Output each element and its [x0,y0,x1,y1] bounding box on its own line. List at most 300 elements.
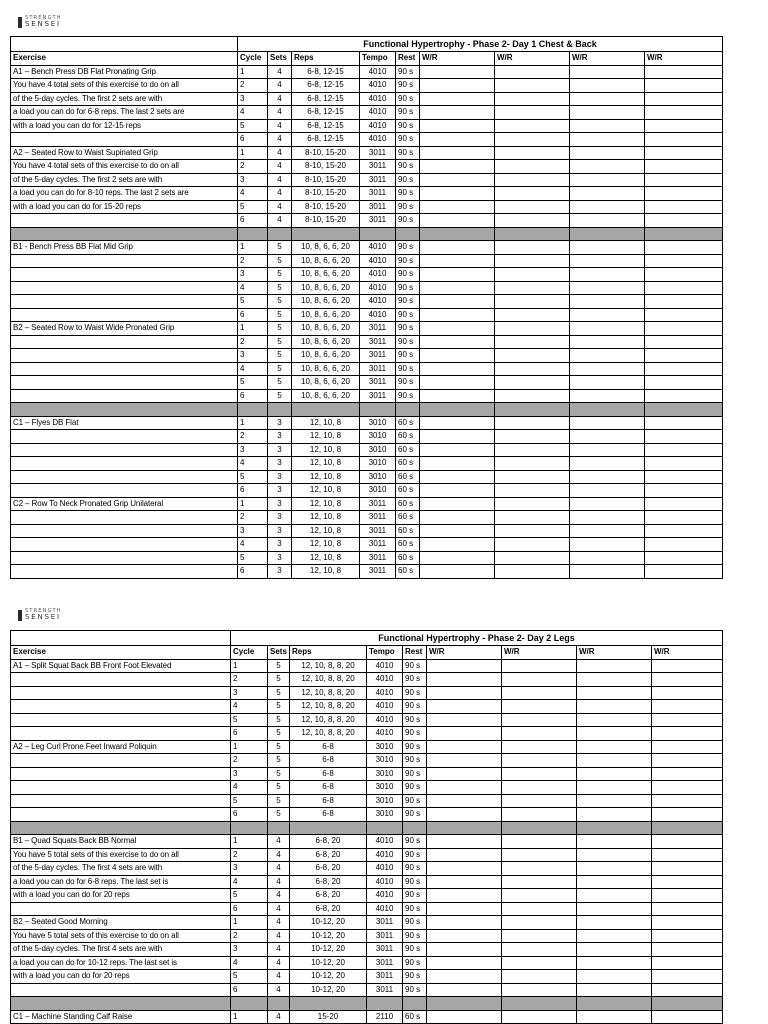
weight-reps-entry-cell[interactable] [570,160,645,174]
weight-reps-entry-cell[interactable] [577,754,652,768]
weight-reps-entry-cell[interactable] [577,781,652,795]
weight-reps-entry-cell[interactable] [495,79,570,93]
weight-reps-entry-cell[interactable] [495,119,570,133]
weight-reps-entry-cell[interactable] [570,457,645,471]
weight-reps-entry-cell[interactable] [495,349,570,363]
weight-reps-entry-cell[interactable] [420,92,495,106]
tempo-cell: 3011 [360,538,396,552]
weight-reps-entry-cell[interactable] [652,808,723,822]
weight-reps-entry-cell[interactable] [427,983,502,997]
weight-reps-entry-cell[interactable] [502,808,577,822]
weight-reps-entry-cell[interactable] [495,362,570,376]
weight-reps-entry-cell[interactable] [495,214,570,228]
weight-reps-entry-cell[interactable] [495,335,570,349]
weight-reps-entry-cell[interactable] [652,673,723,687]
divider-cell [403,997,427,1011]
weight-reps-entry-cell[interactable] [420,443,495,457]
weight-reps-entry-cell[interactable] [570,538,645,552]
sets-cell: 4 [268,983,290,997]
weight-reps-entry-cell[interactable] [420,335,495,349]
weight-reps-entry-cell[interactable] [577,727,652,741]
weight-reps-entry-cell[interactable] [420,187,495,201]
weight-reps-entry-cell[interactable] [652,970,723,984]
weight-reps-entry-cell[interactable] [577,659,652,673]
weight-reps-entry-cell[interactable] [420,119,495,133]
rest-cell: 90 s [396,173,420,187]
weight-reps-entry-cell[interactable] [420,106,495,120]
weight-reps-entry-cell[interactable] [502,754,577,768]
weight-reps-entry-cell[interactable] [420,524,495,538]
weight-reps-entry-cell[interactable] [427,970,502,984]
weight-reps-entry-cell[interactable] [645,187,723,201]
rest-cell: 90 s [396,362,420,376]
weight-reps-entry-cell[interactable] [570,497,645,511]
weight-reps-entry-cell[interactable] [645,322,723,336]
weight-reps-entry-cell[interactable] [570,214,645,228]
weight-reps-entry-cell[interactable] [570,268,645,282]
weight-reps-entry-cell[interactable] [570,281,645,295]
weight-reps-entry-cell[interactable] [652,686,723,700]
tempo-cell: 4010 [360,281,396,295]
weight-reps-entry-cell[interactable] [570,133,645,147]
weight-reps-entry-cell[interactable] [652,727,723,741]
weight-reps-entry-cell[interactable] [427,700,502,714]
weight-reps-entry-cell[interactable] [495,484,570,498]
weight-reps-entry-cell[interactable] [570,200,645,214]
exercise-cell: a load you can do for 6-8 reps. The last 2 sets are [11,106,238,120]
table-row [11,848,723,862]
weight-reps-entry-cell[interactable] [427,673,502,687]
weight-reps-entry-cell[interactable] [645,160,723,174]
weight-reps-entry-cell[interactable] [645,551,723,565]
weight-reps-entry-cell[interactable] [495,376,570,390]
weight-reps-entry-cell[interactable] [420,79,495,93]
column-header-wr: W/R [502,646,577,660]
weight-reps-entry-cell[interactable] [570,389,645,403]
weight-reps-entry-cell[interactable] [645,106,723,120]
weight-reps-entry-cell[interactable] [495,565,570,579]
weight-reps-entry-cell[interactable] [495,511,570,525]
weight-reps-entry-cell[interactable] [420,308,495,322]
weight-reps-entry-cell[interactable] [495,308,570,322]
weight-reps-entry-cell[interactable] [495,497,570,511]
weight-reps-entry-cell[interactable] [420,146,495,160]
weight-reps-entry-cell[interactable] [570,79,645,93]
weight-reps-entry-cell[interactable] [502,916,577,930]
weight-reps-entry-cell[interactable] [652,862,723,876]
weight-reps-entry-cell[interactable] [645,335,723,349]
weight-reps-entry-cell[interactable] [577,686,652,700]
weight-reps-entry-cell[interactable] [502,686,577,700]
weight-reps-entry-cell[interactable] [502,781,577,795]
weight-reps-entry-cell[interactable] [420,65,495,79]
weight-reps-entry-cell[interactable] [420,173,495,187]
weight-reps-entry-cell[interactable] [420,349,495,363]
weight-reps-entry-cell[interactable] [645,214,723,228]
weight-reps-entry-cell[interactable] [577,983,652,997]
weight-reps-entry-cell[interactable] [495,443,570,457]
weight-reps-entry-cell[interactable] [427,713,502,727]
weight-reps-entry-cell[interactable] [652,659,723,673]
reps-cell: 10-12, 20 [290,929,367,943]
weight-reps-entry-cell[interactable] [577,767,652,781]
weight-reps-entry-cell[interactable] [495,524,570,538]
weight-reps-entry-cell[interactable] [570,484,645,498]
weight-reps-entry-cell[interactable] [502,740,577,754]
reps-cell: 6-8 [290,808,367,822]
weight-reps-entry-cell[interactable] [502,659,577,673]
weight-reps-entry-cell[interactable] [502,848,577,862]
weight-reps-entry-cell[interactable] [502,727,577,741]
weight-reps-entry-cell[interactable] [570,416,645,430]
weight-reps-entry-cell[interactable] [570,335,645,349]
exercise-cell: with a load you can do for 15-20 reps [11,200,238,214]
divider-cell [360,403,396,417]
weight-reps-entry-cell[interactable] [570,430,645,444]
exercise-cell [11,808,231,822]
weight-reps-entry-cell[interactable] [570,362,645,376]
weight-reps-entry-cell[interactable] [652,740,723,754]
weight-reps-entry-cell[interactable] [495,551,570,565]
weight-reps-entry-cell[interactable] [495,268,570,282]
reps-cell: 15-20 [290,1010,367,1024]
weight-reps-entry-cell[interactable] [570,376,645,390]
weight-reps-entry-cell[interactable] [427,727,502,741]
weight-reps-entry-cell[interactable] [495,133,570,147]
weight-reps-entry-cell[interactable] [420,362,495,376]
weight-reps-entry-cell[interactable] [570,106,645,120]
weight-reps-entry-cell[interactable] [652,1010,723,1024]
weight-reps-entry-cell[interactable] [420,416,495,430]
weight-reps-entry-cell[interactable] [577,970,652,984]
tempo-cell: 3011 [367,916,403,930]
weight-reps-entry-cell[interactable] [502,713,577,727]
weight-reps-entry-cell[interactable] [645,538,723,552]
weight-reps-entry-cell[interactable] [645,79,723,93]
tempo-cell: 4010 [367,902,403,916]
weight-reps-entry-cell[interactable] [495,430,570,444]
sets-cell: 4 [268,92,292,106]
weight-reps-entry-cell[interactable] [495,295,570,309]
weight-reps-entry-cell[interactable] [420,254,495,268]
weight-reps-entry-cell[interactable] [645,484,723,498]
weight-reps-entry-cell[interactable] [577,808,652,822]
weight-reps-entry-cell[interactable] [570,295,645,309]
weight-reps-entry-cell[interactable] [495,92,570,106]
weight-reps-entry-cell[interactable] [570,511,645,525]
weight-reps-entry-cell[interactable] [570,254,645,268]
table-row [11,200,723,214]
weight-reps-entry-cell[interactable] [495,416,570,430]
weight-reps-entry-cell[interactable] [502,835,577,849]
weight-reps-entry-cell[interactable] [427,875,502,889]
weight-reps-entry-cell[interactable] [427,740,502,754]
weight-reps-entry-cell[interactable] [652,956,723,970]
table-row [11,119,723,133]
table-row [11,133,723,147]
weight-reps-entry-cell[interactable] [427,943,502,957]
weight-reps-entry-cell[interactable] [495,160,570,174]
weight-reps-entry-cell[interactable] [495,457,570,471]
weight-reps-entry-cell[interactable] [420,281,495,295]
exercise-cell: with a load you can do for 20 reps [11,889,231,903]
weight-reps-entry-cell[interactable] [652,781,723,795]
table-row [11,524,723,538]
weight-reps-entry-cell[interactable] [645,524,723,538]
weight-reps-entry-cell[interactable] [652,929,723,943]
weight-reps-entry-cell[interactable] [420,241,495,255]
weight-reps-entry-cell[interactable] [420,457,495,471]
weight-reps-entry-cell[interactable] [570,349,645,363]
weight-reps-entry-cell[interactable] [645,443,723,457]
weight-reps-entry-cell[interactable] [427,902,502,916]
table-row [11,484,723,498]
divider-cell [268,227,292,241]
weight-reps-entry-cell[interactable] [495,538,570,552]
weight-reps-entry-cell[interactable] [645,457,723,471]
weight-reps-entry-cell[interactable] [495,200,570,214]
tempo-cell: 3010 [367,781,403,795]
weight-reps-entry-cell[interactable] [427,781,502,795]
weight-reps-entry-cell[interactable] [645,430,723,444]
weight-reps-entry-cell[interactable] [652,754,723,768]
cycle-cell: 1 [231,740,268,754]
weight-reps-entry-cell[interactable] [577,794,652,808]
weight-reps-entry-cell[interactable] [645,65,723,79]
weight-reps-entry-cell[interactable] [570,173,645,187]
weight-reps-entry-cell[interactable] [570,92,645,106]
exercise-cell [11,335,238,349]
weight-reps-entry-cell[interactable] [570,241,645,255]
weight-reps-entry-cell[interactable] [577,835,652,849]
weight-reps-entry-cell[interactable] [427,686,502,700]
weight-reps-entry-cell[interactable] [577,889,652,903]
weight-reps-entry-cell[interactable] [420,295,495,309]
weight-reps-entry-cell[interactable] [420,551,495,565]
weight-reps-entry-cell[interactable] [495,254,570,268]
weight-reps-entry-cell[interactable] [570,308,645,322]
weight-reps-entry-cell[interactable] [570,443,645,457]
weight-reps-entry-cell[interactable] [652,700,723,714]
tempo-cell: 3010 [367,754,403,768]
weight-reps-entry-cell[interactable] [570,146,645,160]
weight-reps-entry-cell[interactable] [570,551,645,565]
weight-reps-entry-cell[interactable] [495,281,570,295]
tempo-cell: 3011 [360,349,396,363]
reps-cell: 10, 8, 6, 6, 20 [292,254,360,268]
weight-reps-entry-cell[interactable] [502,889,577,903]
exercise-cell [11,457,238,471]
weight-reps-entry-cell[interactable] [495,106,570,120]
weight-reps-entry-cell[interactable] [577,902,652,916]
tempo-cell: 3011 [367,929,403,943]
rest-cell: 90 s [403,794,427,808]
weight-reps-entry-cell[interactable] [570,65,645,79]
weight-reps-entry-cell[interactable] [420,376,495,390]
weight-reps-entry-cell[interactable] [420,389,495,403]
weight-reps-entry-cell[interactable] [645,119,723,133]
weight-reps-entry-cell[interactable] [577,673,652,687]
weight-reps-entry-cell[interactable] [420,200,495,214]
table-row [11,565,723,579]
weight-reps-entry-cell[interactable] [495,187,570,201]
weight-reps-entry-cell[interactable] [427,835,502,849]
weight-reps-entry-cell[interactable] [645,254,723,268]
exercise-cell: of the 5-day cycles. The first 2 sets are with [11,173,238,187]
weight-reps-entry-cell[interactable] [427,916,502,930]
weight-reps-entry-cell[interactable] [502,970,577,984]
weight-reps-entry-cell[interactable] [652,713,723,727]
weight-reps-entry-cell[interactable] [577,916,652,930]
weight-reps-entry-cell[interactable] [645,308,723,322]
weight-reps-entry-cell[interactable] [502,862,577,876]
weight-reps-entry-cell[interactable] [502,794,577,808]
weight-reps-entry-cell[interactable] [577,848,652,862]
weight-reps-entry-cell[interactable] [420,484,495,498]
sets-cell: 4 [268,916,290,930]
weight-reps-entry-cell[interactable] [502,673,577,687]
weight-reps-entry-cell[interactable] [645,511,723,525]
column-header-reps: Reps [290,646,367,660]
weight-reps-entry-cell[interactable] [652,875,723,889]
weight-reps-entry-cell[interactable] [495,470,570,484]
weight-reps-entry-cell[interactable] [577,700,652,714]
weight-reps-entry-cell[interactable] [645,133,723,147]
weight-reps-entry-cell[interactable] [652,916,723,930]
weight-reps-entry-cell[interactable] [420,133,495,147]
weight-reps-entry-cell[interactable] [645,268,723,282]
weight-reps-entry-cell[interactable] [652,835,723,849]
weight-reps-entry-cell[interactable] [570,565,645,579]
weight-reps-entry-cell[interactable] [570,119,645,133]
weight-reps-entry-cell[interactable] [427,848,502,862]
weight-reps-entry-cell[interactable] [502,902,577,916]
weight-reps-entry-cell[interactable] [577,1010,652,1024]
cycle-cell: 5 [231,889,268,903]
weight-reps-entry-cell[interactable] [427,956,502,970]
weight-reps-entry-cell[interactable] [645,497,723,511]
weight-reps-entry-cell[interactable] [652,889,723,903]
weight-reps-entry-cell[interactable] [577,713,652,727]
weight-reps-entry-cell[interactable] [645,349,723,363]
weight-reps-entry-cell[interactable] [420,214,495,228]
exercise-cell [11,268,238,282]
weight-reps-entry-cell[interactable] [502,767,577,781]
weight-reps-entry-cell[interactable] [652,794,723,808]
weight-reps-entry-cell[interactable] [645,295,723,309]
weight-reps-entry-cell[interactable] [645,200,723,214]
divider-cell [396,403,420,417]
cycle-cell: 2 [238,254,268,268]
exercise-cell [11,511,238,525]
weight-reps-entry-cell[interactable] [645,362,723,376]
weight-reps-entry-cell[interactable] [645,173,723,187]
weight-reps-entry-cell[interactable] [495,65,570,79]
weight-reps-entry-cell[interactable] [502,929,577,943]
weight-reps-entry-cell[interactable] [645,376,723,390]
weight-reps-entry-cell[interactable] [495,173,570,187]
weight-reps-entry-cell[interactable] [645,416,723,430]
weight-reps-entry-cell[interactable] [577,929,652,943]
weight-reps-entry-cell[interactable] [420,470,495,484]
weight-reps-entry-cell[interactable] [502,943,577,957]
weight-reps-entry-cell[interactable] [420,160,495,174]
sets-cell: 4 [268,214,292,228]
weight-reps-entry-cell[interactable] [495,146,570,160]
weight-reps-entry-cell[interactable] [420,538,495,552]
weight-reps-entry-cell[interactable] [427,929,502,943]
weight-reps-entry-cell[interactable] [645,241,723,255]
tempo-cell: 4010 [367,659,403,673]
weight-reps-entry-cell[interactable] [645,92,723,106]
weight-reps-entry-cell[interactable] [427,794,502,808]
weight-reps-entry-cell[interactable] [427,889,502,903]
weight-reps-entry-cell[interactable] [427,1010,502,1024]
exercise-cell: C2 – Row To Neck Pronated Grip Unilateral [11,497,238,511]
weight-reps-entry-cell[interactable] [420,497,495,511]
weight-reps-entry-cell[interactable] [652,983,723,997]
weight-reps-entry-cell[interactable] [645,470,723,484]
weight-reps-entry-cell[interactable] [502,700,577,714]
weight-reps-entry-cell[interactable] [577,875,652,889]
weight-reps-entry-cell[interactable] [577,740,652,754]
weight-reps-entry-cell[interactable] [502,875,577,889]
weight-reps-entry-cell[interactable] [420,565,495,579]
exercise-cell [11,470,238,484]
weight-reps-entry-cell[interactable] [577,862,652,876]
weight-reps-entry-cell[interactable] [645,565,723,579]
reps-cell: 6-8, 12-15 [292,119,360,133]
weight-reps-entry-cell[interactable] [652,902,723,916]
tempo-cell: 3011 [360,200,396,214]
weight-reps-entry-cell[interactable] [427,808,502,822]
weight-reps-entry-cell[interactable] [427,767,502,781]
weight-reps-entry-cell[interactable] [495,241,570,255]
divider-cell [645,403,723,417]
weight-reps-entry-cell[interactable] [427,754,502,768]
weight-reps-entry-cell[interactable] [652,767,723,781]
weight-reps-entry-cell[interactable] [427,862,502,876]
exercise-cell: You have 5 total sets of this exercise to do on all [11,929,231,943]
weight-reps-entry-cell[interactable] [570,524,645,538]
weight-reps-entry-cell[interactable] [495,322,570,336]
weight-reps-entry-cell[interactable] [652,943,723,957]
weight-reps-entry-cell[interactable] [577,943,652,957]
weight-reps-entry-cell[interactable] [420,268,495,282]
weight-reps-entry-cell[interactable] [570,322,645,336]
tempo-cell: 4010 [367,727,403,741]
cycle-cell: 4 [238,187,268,201]
weight-reps-entry-cell[interactable] [645,146,723,160]
weight-reps-entry-cell[interactable] [652,848,723,862]
weight-reps-entry-cell[interactable] [645,281,723,295]
weight-reps-entry-cell[interactable] [502,1010,577,1024]
weight-reps-entry-cell[interactable] [570,470,645,484]
weight-reps-entry-cell[interactable] [502,956,577,970]
weight-reps-entry-cell[interactable] [420,511,495,525]
table-row [11,416,723,430]
weight-reps-entry-cell[interactable] [577,956,652,970]
reps-cell: 10, 8, 6, 6, 20 [292,281,360,295]
weight-reps-entry-cell[interactable] [495,389,570,403]
weight-reps-entry-cell[interactable] [502,983,577,997]
weight-reps-entry-cell[interactable] [420,322,495,336]
weight-reps-entry-cell[interactable] [427,659,502,673]
weight-reps-entry-cell[interactable] [645,389,723,403]
weight-reps-entry-cell[interactable] [570,187,645,201]
weight-reps-entry-cell[interactable] [420,430,495,444]
divider-cell [268,821,290,835]
